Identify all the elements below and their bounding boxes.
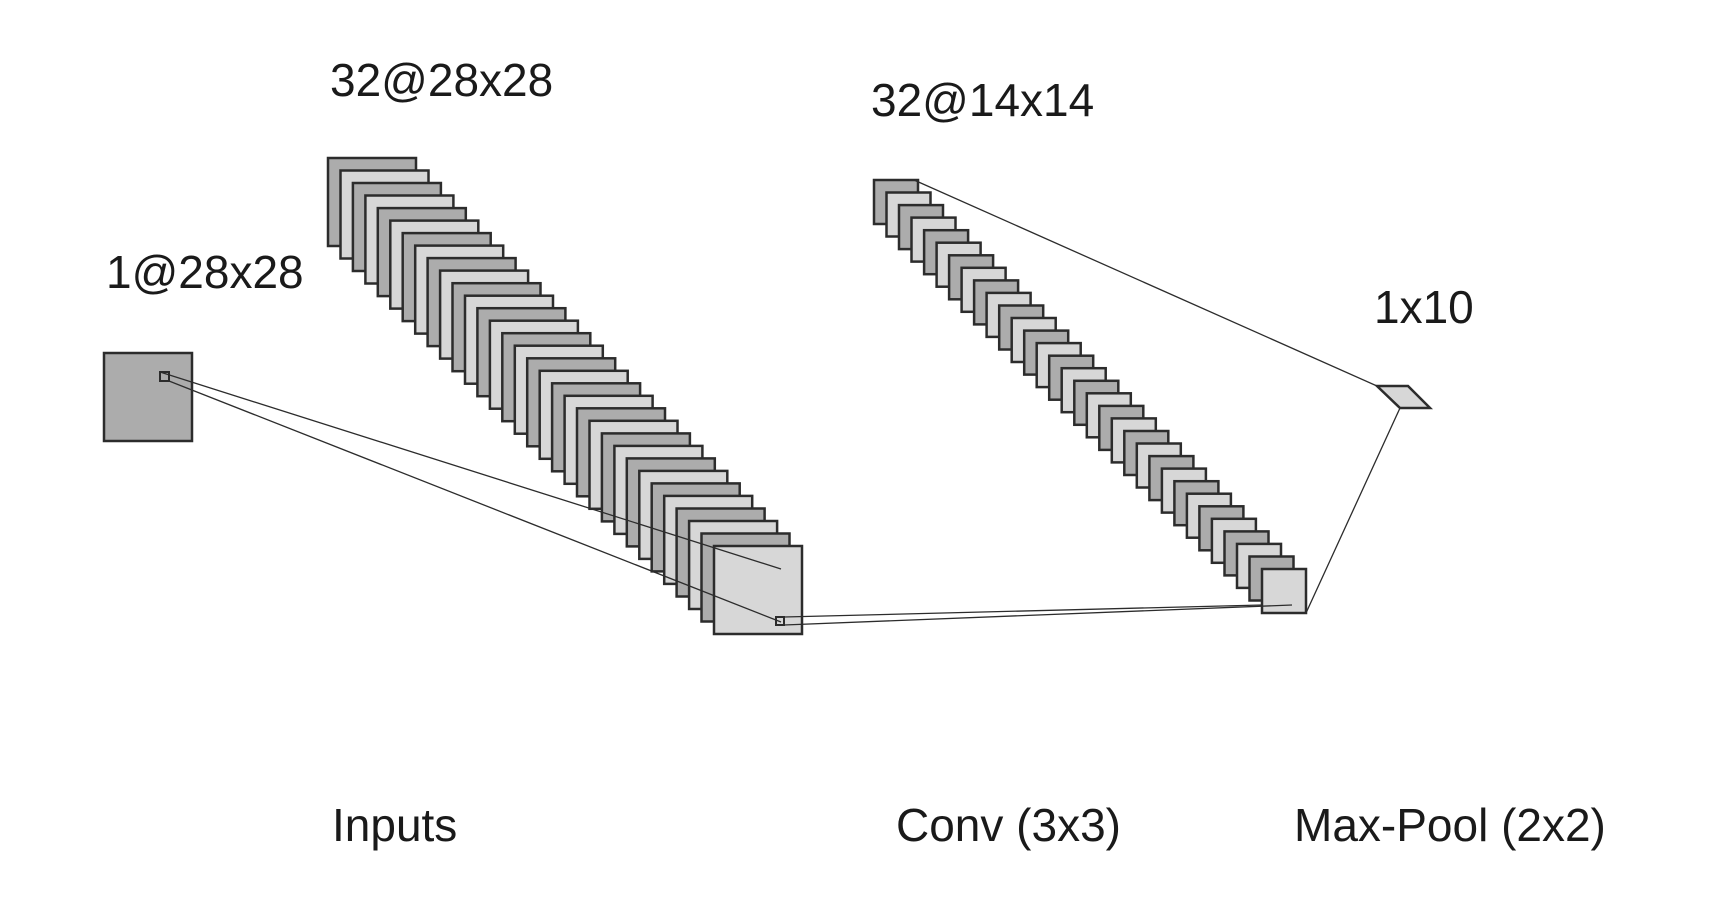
conv1-feature-maps [328,158,802,634]
inputs-label: Inputs [332,799,458,851]
pool1-feature-maps [874,180,1306,613]
output-map [1377,386,1430,408]
conv-label: Conv (3x3) [896,799,1121,851]
pool1-size-label: 32@14x14 [871,74,1095,126]
output-vector [1377,386,1430,408]
maxpool-label: Max-Pool (2x2) [1294,799,1606,851]
output-size-label: 1x10 [1374,281,1474,333]
input-size-label: 1@28x28 [106,246,304,298]
conv1-feature-map [714,546,802,634]
input-map [104,353,192,441]
connection-line [1306,408,1400,613]
input-image [104,353,192,441]
conv1-size-label: 32@28x28 [330,54,554,106]
